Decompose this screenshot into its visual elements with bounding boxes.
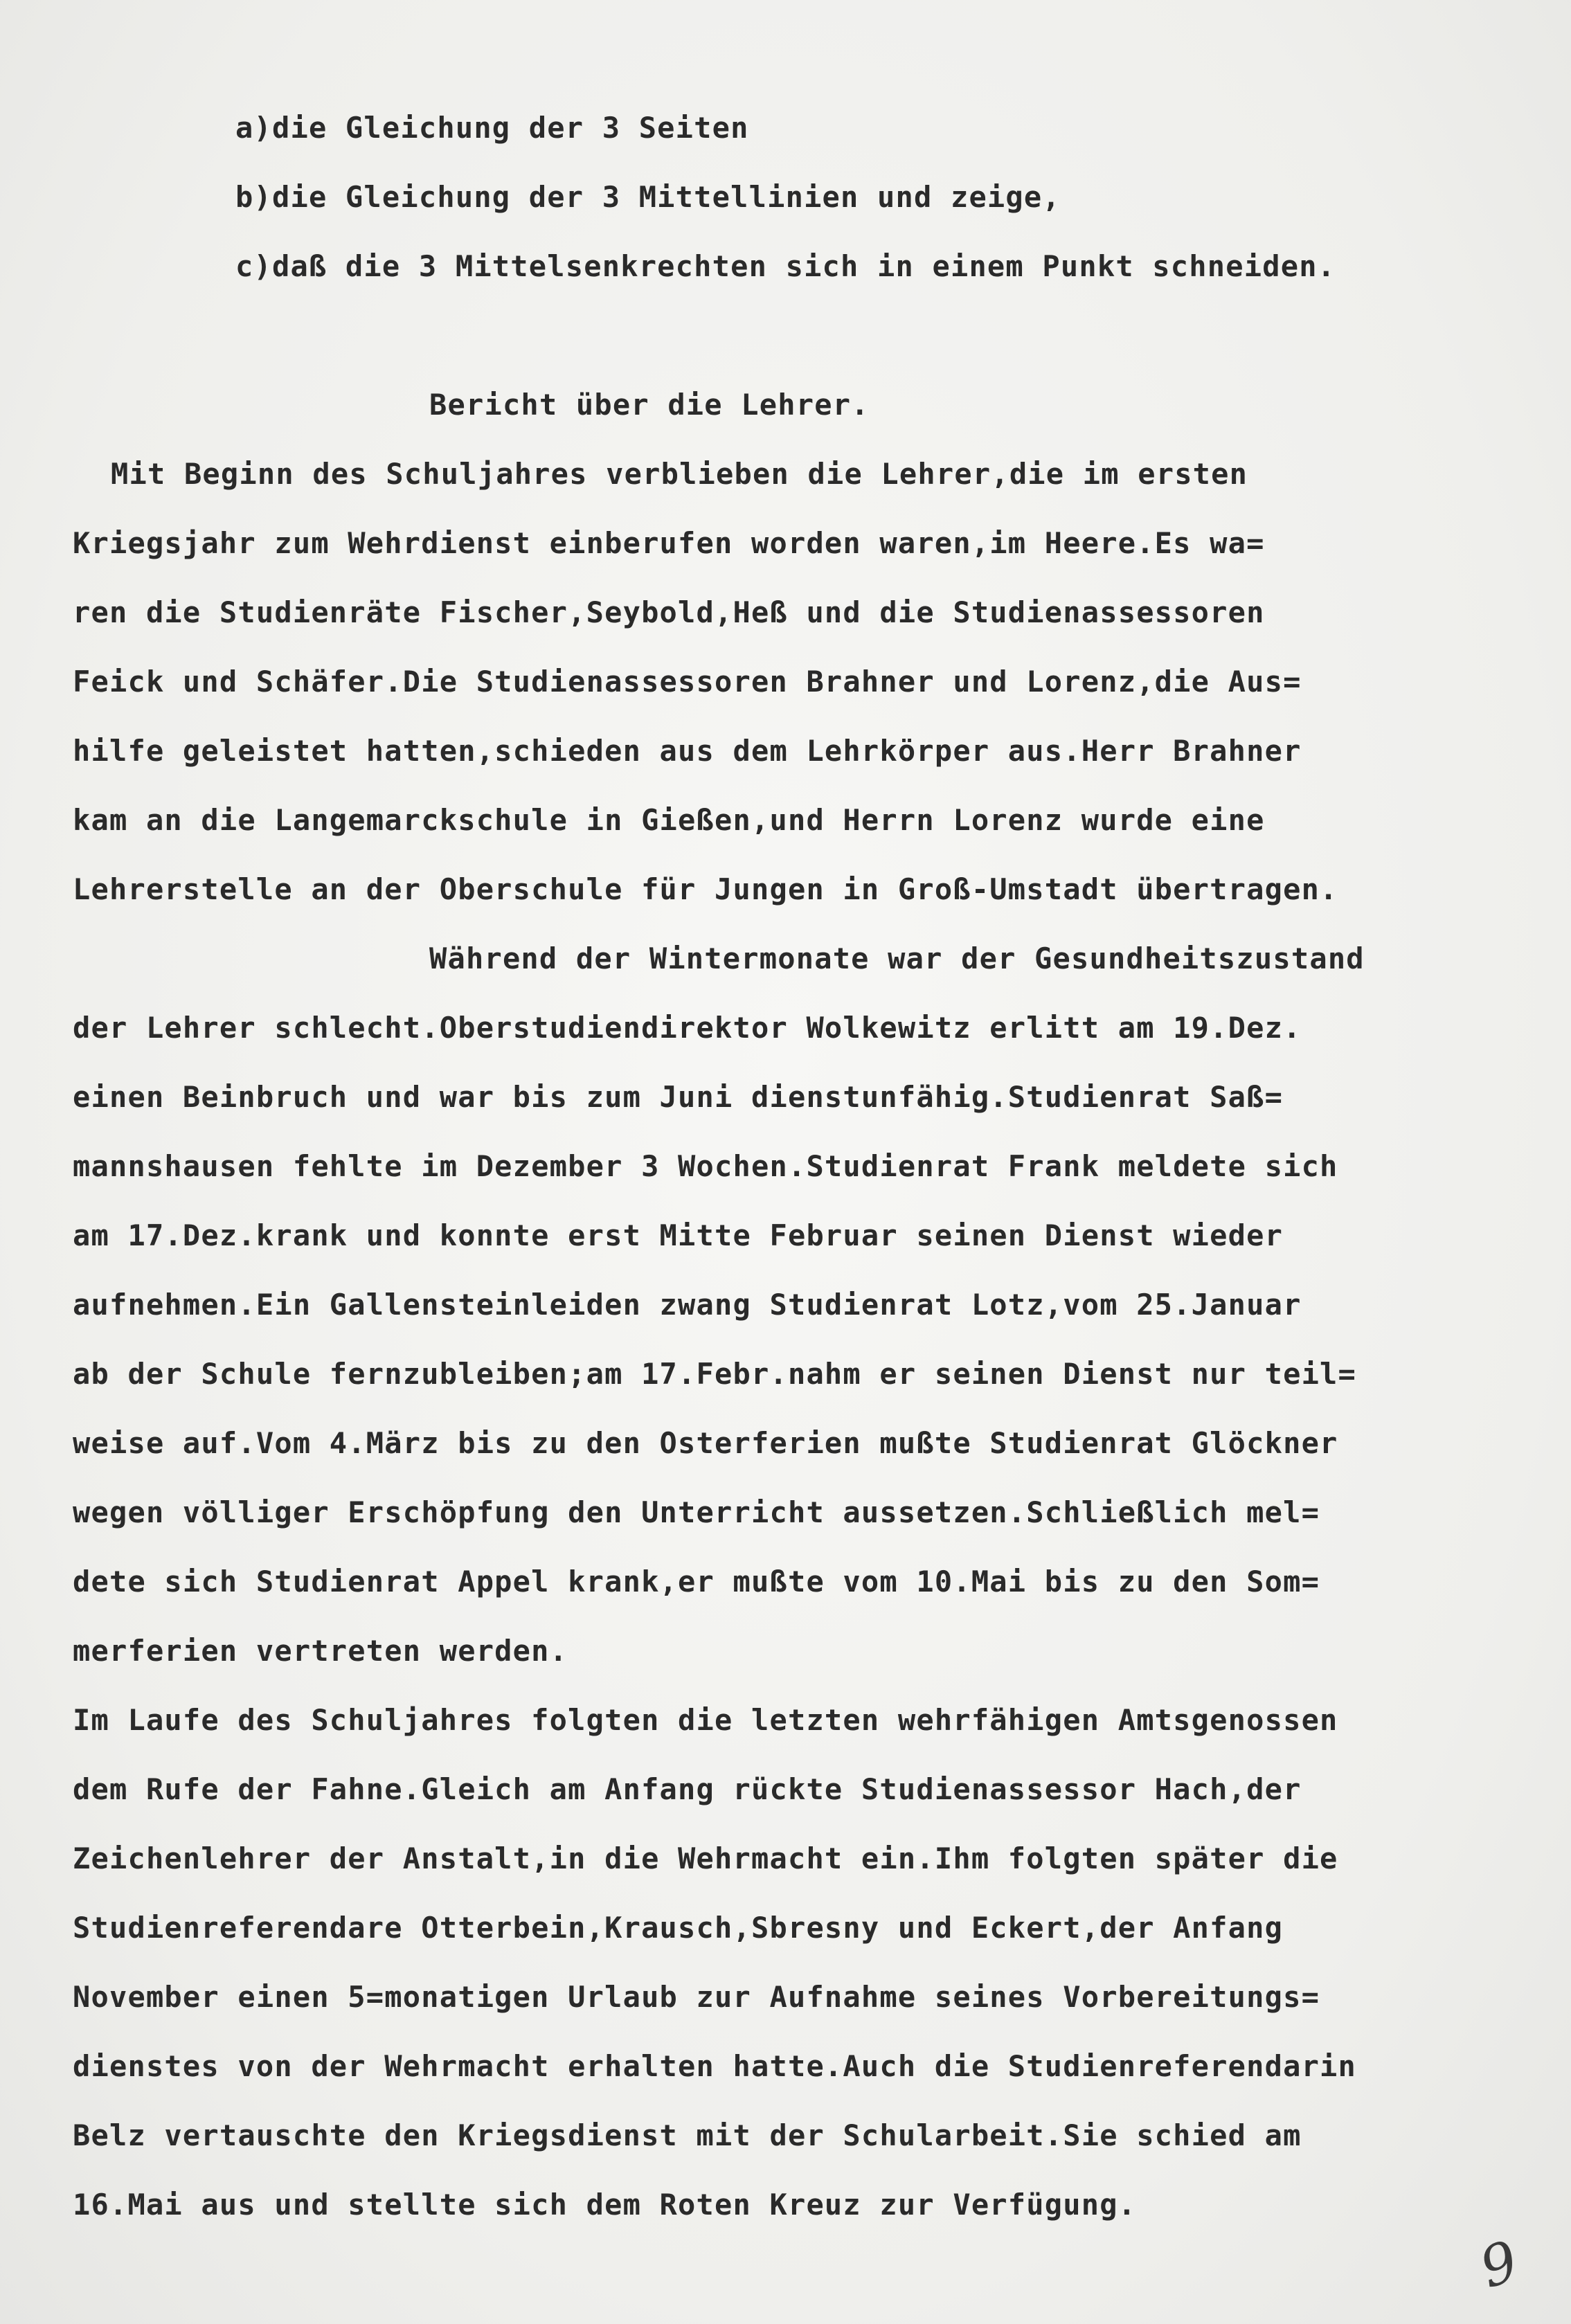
paragraph-3-line: Im Laufe des Schuljahres folgten die letzten wehrfähigen Amtsgenossen	[73, 1703, 1338, 1737]
paragraph-2-line: einen Beinbruch und war bis zum Juni dienstunfähig.Studienrat Saß=	[73, 1080, 1284, 1114]
paragraph-2-line: mannshausen fehlte im Dezember 3 Wochen.Studienrat Frank meldete sich	[73, 1149, 1338, 1183]
list-item-b: b)die Gleichung der 3 Mittellinien und zeige,	[235, 180, 1061, 214]
paragraph-2-line: merferien vertreten werden.	[73, 1634, 568, 1668]
paragraph-2-line: wegen völliger Erschöpfung den Unterricht aussetzen.Schließlich mel=	[73, 1495, 1320, 1529]
paragraph-1-line: Kriegsjahr zum Wehrdienst einberufen worden waren,im Heere.Es wa=	[73, 526, 1265, 560]
paragraph-3-line: Zeichenlehrer der Anstalt,in die Wehrmacht ein.Ihm folgten später die	[73, 1841, 1338, 1875]
paragraph-2-line: der Lehrer schlecht.Oberstudiendirektor Wolkewitz erlitt am 19.Dez.	[73, 1011, 1302, 1045]
paragraph-1-line: Lehrerstelle an der Oberschule für Jungen in Groß-Umstadt übertragen.	[73, 872, 1338, 906]
paragraph-3-line: dienstes von der Wehrmacht erhalten hatte.Auch die Studienreferendarin	[73, 2049, 1357, 2083]
list-item-a: a)die Gleichung der 3 Seiten	[235, 111, 749, 145]
paragraph-1-line: kam an die Langemarckschule in Gießen,und Herrn Lorenz wurde eine	[73, 803, 1265, 837]
paragraph-2-line: dete sich Studienrat Appel krank,er mußte vom 10.Mai bis zu den Som=	[73, 1565, 1320, 1598]
paragraph-3-line: Belz vertauschte den Kriegsdienst mit der Schularbeit.Sie schied am	[73, 2118, 1302, 2152]
paragraph-1-line: hilfe geleistet hatten,schieden aus dem Lehrkörper aus.Herr Brahner	[73, 734, 1302, 768]
paragraph-3-line: 16.Mai aus und stellte sich dem Roten Kreuz zur Verfügung.	[73, 2188, 1137, 2222]
paragraph-1-line: Feick und Schäfer.Die Studienassessoren Brahner und Lorenz,die Aus=	[73, 665, 1302, 699]
list-item-c: c)daß die 3 Mittelsenkrechten sich in einem Punkt schneiden.	[235, 249, 1336, 283]
paragraph-1-line: Mit Beginn des Schuljahres verblieben die Lehrer,die im ersten	[111, 457, 1248, 491]
paragraph-3-line: November einen 5=monatigen Urlaub zur Aufnahme seines Vorbereitungs=	[73, 1980, 1320, 2014]
paragraph-2-line: weise auf.Vom 4.März bis zu den Osterferien mußte Studienrat Glöckner	[73, 1426, 1338, 1460]
paragraph-2-line: aufnehmen.Ein Gallensteinleiden zwang Studienrat Lotz,vom 25.Januar	[73, 1288, 1302, 1322]
paragraph-2-line: am 17.Dez.krank und konnte erst Mitte Februar seinen Dienst wieder	[73, 1218, 1284, 1252]
page-number: 9	[1472, 2228, 1526, 2301]
paragraph-2-line: Während der Wintermonate war der Gesundheitszustand	[429, 942, 1365, 975]
paragraph-2-line: ab der Schule fernzubleiben;am 17.Febr.nahm er seinen Dienst nur teil=	[73, 1357, 1357, 1391]
section-heading: Bericht über die Lehrer.	[429, 388, 870, 422]
paragraph-1-line: ren die Studienräte Fischer,Seybold,Heß und die Studienassessoren	[73, 595, 1265, 629]
paragraph-3-line: Studienreferendare Otterbein,Krausch,Sbresny und Eckert,der Anfang	[73, 1911, 1284, 1945]
paragraph-3-line: dem Rufe der Fahne.Gleich am Anfang rückte Studienassessor Hach,der	[73, 1772, 1302, 1806]
